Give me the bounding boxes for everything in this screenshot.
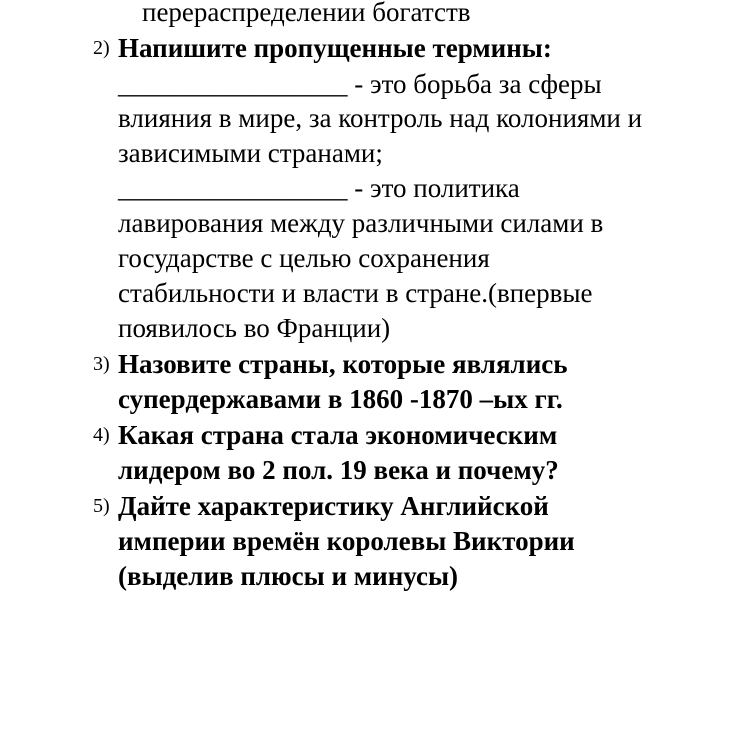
item-5-line-3: (выделив плюсы и минусы) <box>118 561 459 591</box>
item-4-line-1: Какая страна стала экономическим <box>118 420 558 450</box>
item-2-title: Напишите пропущенные термины: <box>118 33 552 63</box>
term2-def-line-1: - это политика <box>347 173 520 203</box>
term1-def-line-2: влияния в мире, за контроль над колониями и <box>118 103 643 133</box>
item-2-term2-line <box>118 171 520 206</box>
item-5-number: 5) <box>93 495 110 517</box>
top-fragment: перераспределении богатств <box>142 0 471 27</box>
term2-blank: _________________ <box>118 173 348 203</box>
term1-blank: _________________ <box>118 69 348 99</box>
term1-def-line-3: зависимыми странами; <box>118 138 383 168</box>
item-5-line-2: империи времён королевы Виктории <box>118 526 575 556</box>
term2-def-line-4: стабильности и власти в стране.(впервые <box>118 278 593 308</box>
item-3-number: 3) <box>93 353 110 375</box>
item-3-line-1: Назовите страны, которые являлись <box>118 349 568 379</box>
term2-def-line-2: лавирования между различными силами в <box>118 208 604 238</box>
item-5-line-1: Дайте характеристику Английской <box>118 491 549 521</box>
item-4-number: 4) <box>93 424 110 446</box>
item-3-line-2: супердержавами в 1860 -1870 –ых гг. <box>118 384 563 414</box>
item-2-number: 2) <box>93 37 110 59</box>
term1-def-line-1: - это борьба за сферы <box>347 69 602 99</box>
item-2-term1-line <box>118 67 602 102</box>
item-4-line-2: лидером во 2 пол. 19 века и почему? <box>118 455 559 485</box>
term2-def-line-5: появилось во Франции) <box>118 313 391 343</box>
term2-def-line-3: государстве с целью сохранения <box>118 243 490 273</box>
